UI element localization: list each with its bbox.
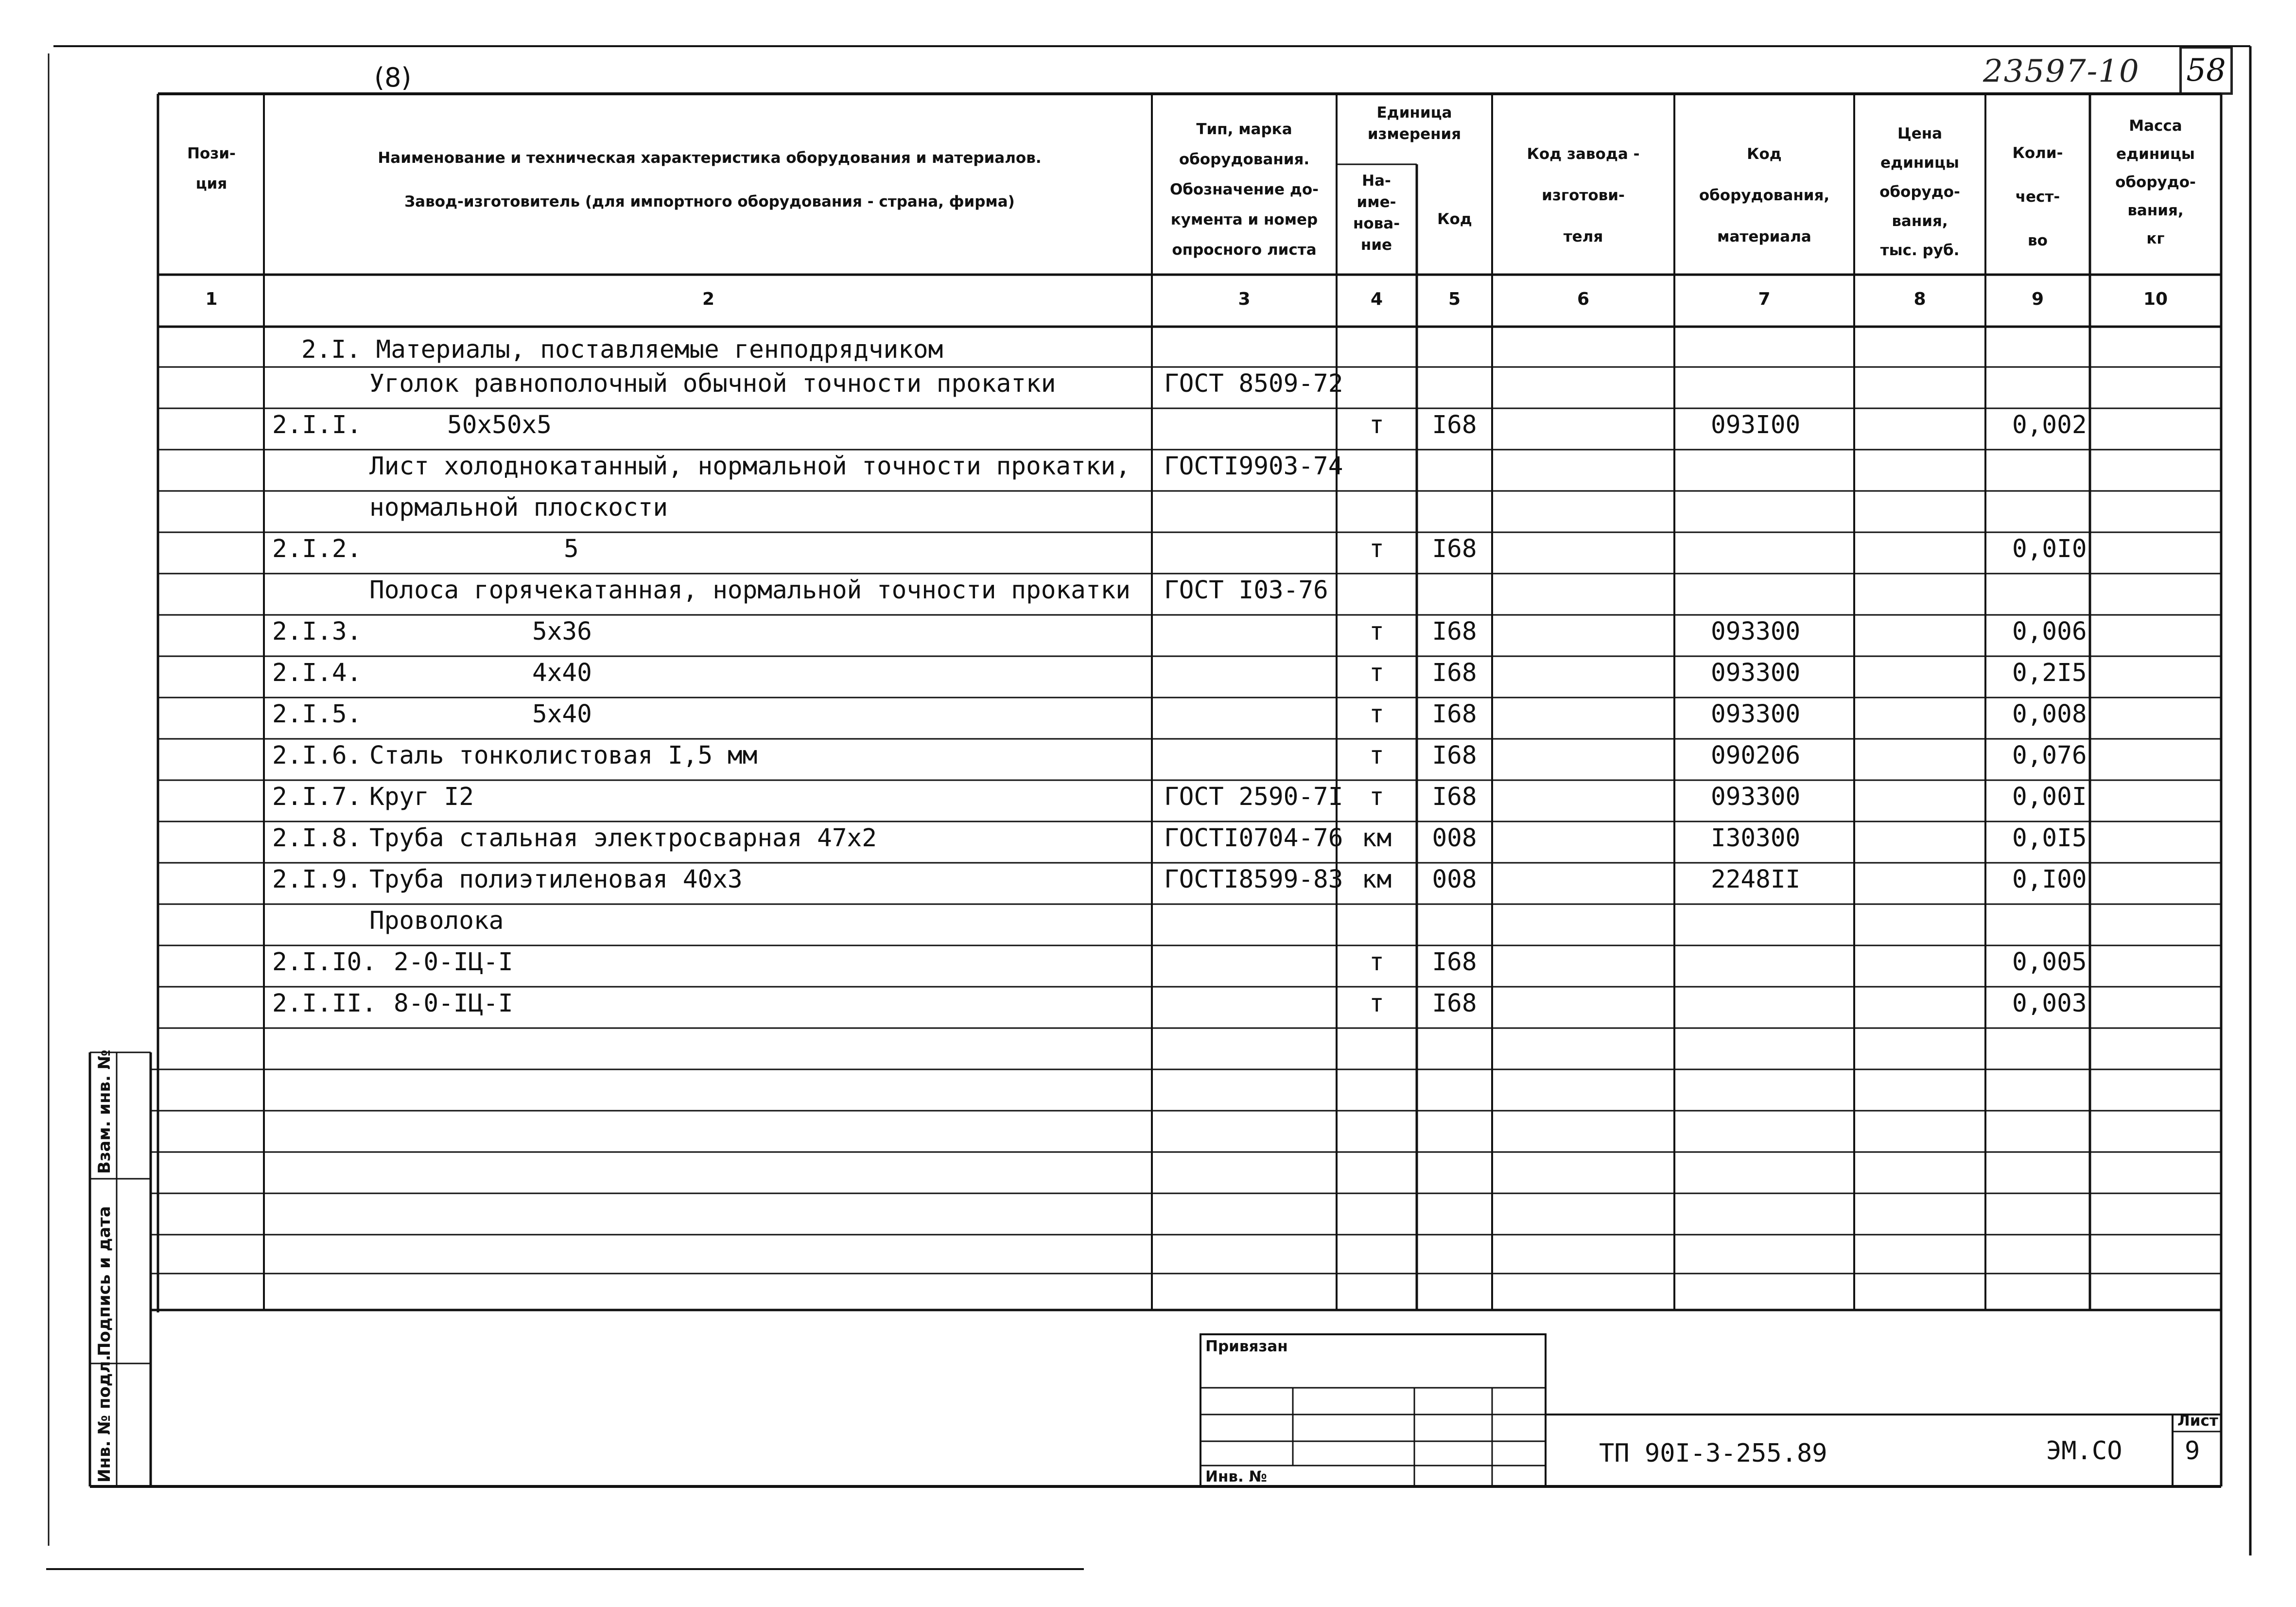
row-qty: 0,008 — [2012, 700, 2087, 729]
row-pos: 2.I.II. — [272, 989, 377, 1018]
side-label-sign-date: Подпись и дата — [95, 1206, 114, 1356]
col-num-8: 8 — [1913, 289, 1926, 309]
row-qty: 0,005 — [2012, 948, 2087, 977]
col-num-10: 10 — [2143, 289, 2168, 309]
row-mat: 093I00 — [1711, 411, 1801, 439]
row-code: I68 — [1432, 948, 1477, 977]
row-code: I68 — [1432, 741, 1477, 770]
document-mark: ЭМ.СО — [2046, 1436, 2122, 1466]
row-name: Сталь тонколистовая I,5 мм — [369, 741, 758, 770]
col-num-7: 7 — [1758, 289, 1771, 309]
col-num-3: 3 — [1238, 289, 1251, 309]
row-qty: 0,2I5 — [2012, 659, 2087, 687]
col-num-2: 2 — [702, 289, 715, 309]
row-qty: 0,0I0 — [2012, 535, 2087, 563]
row-doc: ГОСТ 2590-7I — [1164, 783, 1343, 811]
row-unit: км — [1361, 865, 1392, 894]
row-name: нормальной плоскости — [369, 493, 668, 522]
sheet-label: Лист — [2177, 1412, 2218, 1430]
row-unit: т — [1369, 411, 1384, 439]
row-code: I68 — [1432, 659, 1477, 687]
row-qty: 0,I00 — [2012, 865, 2087, 894]
row-mat: 2248II — [1711, 865, 1801, 894]
row-name: 4x40 — [532, 659, 592, 687]
row-qty: 0,003 — [2012, 989, 2087, 1018]
col4-header: На- име- нова- ние — [1353, 172, 1400, 254]
row-mat: 093300 — [1711, 783, 1801, 811]
row-qty: 0,0I5 — [2012, 824, 2087, 853]
row-name: Труба стальная электросварная 47x2 — [369, 824, 877, 853]
row-unit: т — [1369, 948, 1384, 977]
row-name: Уголок равнополочный обычной точности прокатки — [369, 369, 1056, 398]
row-unit: т — [1369, 535, 1384, 563]
col-num-6: 6 — [1577, 289, 1590, 309]
unit-group-header: Единица измерения — [1367, 104, 1461, 143]
col-num-1: 1 — [205, 289, 218, 309]
row-code: I68 — [1432, 617, 1477, 646]
row-unit: т — [1369, 617, 1384, 646]
row-pos: 2.I.4. — [272, 659, 362, 687]
row-name: 5 — [564, 535, 579, 563]
col5-header: Код — [1437, 210, 1472, 228]
row-pos: 2.I.8. — [272, 824, 362, 853]
col7-header: Код оборудования, материала — [1699, 145, 1830, 245]
row-name: 2.I. Материалы, поставляемые генподрядчиком — [301, 335, 943, 364]
row-mat: 093300 — [1711, 617, 1801, 646]
row-name: Труба полиэтиленовая 40x3 — [369, 865, 743, 894]
row-unit: т — [1369, 659, 1384, 687]
row-doc: ГОСТ I03-76 — [1164, 576, 1328, 605]
col-num-9: 9 — [2031, 289, 2044, 309]
sheet-code: 23597-10 — [1983, 53, 2140, 89]
col8-header: Цена единицы оборудо- вания, тыс. руб. — [1879, 125, 1960, 259]
sheet-number-text: 58 — [2186, 52, 2226, 88]
row-mat: I30300 — [1711, 824, 1801, 853]
row-name: Круг I2 — [369, 783, 474, 811]
row-pos: 2.I.6. — [272, 741, 362, 770]
side-label-inv-orig: Инв. № подл. — [95, 1354, 114, 1483]
row-pos: 2.I.7. — [272, 783, 362, 811]
row-mat: 093300 — [1711, 700, 1801, 729]
row-qty: 0,002 — [2012, 411, 2087, 439]
sheet-value: 9 — [2185, 1436, 2200, 1466]
col2-header: Наименование и техническая характеристика оборудования и материалов. Завод-изготовитель (для импортного оборудования - страна, фирма) — [378, 149, 1042, 210]
col9-header: Коли- чест- во — [2012, 144, 2063, 249]
row-code: I68 — [1432, 535, 1477, 563]
col1-header: Пози- ция — [187, 145, 236, 192]
row-name: 50x50x5 — [447, 411, 552, 439]
row-unit: т — [1369, 700, 1384, 729]
inv-label: Инв. № — [1205, 1468, 1267, 1485]
row-doc: ГОСТI0704-76 — [1164, 824, 1343, 853]
col-num-4: 4 — [1370, 289, 1383, 309]
row-pos: 2.I.I. — [272, 411, 362, 439]
row-pos: 2.I.5. — [272, 700, 362, 729]
row-doc: ГОСТ 8509-72 — [1164, 369, 1343, 398]
row-name: 2-0-IЦ-I — [394, 948, 513, 977]
row-doc: ГОСТI9903-74 — [1164, 452, 1343, 481]
row-qty: 0,00I — [2012, 783, 2087, 811]
row-pos: 2.I.9. — [272, 865, 362, 894]
col-num-5: 5 — [1448, 289, 1461, 309]
row-name: 8-0-IЦ-I — [394, 989, 513, 1018]
document-code: ТП 90I-3-255.89 — [1599, 1439, 1827, 1468]
row-mat: 090206 — [1711, 741, 1801, 770]
row-name: Проволока — [369, 907, 504, 935]
row-code: I68 — [1432, 700, 1477, 729]
row-name: 5x36 — [532, 617, 592, 646]
row-unit: т — [1369, 989, 1384, 1018]
row-pos: 2.I.2. — [272, 535, 362, 563]
linked-label: Привязан — [1205, 1338, 1288, 1355]
row-code: I68 — [1432, 411, 1477, 439]
row-name: 5x40 — [532, 700, 592, 729]
col6-header: Код завода - изготови- теля — [1527, 145, 1640, 245]
row-unit: т — [1369, 741, 1384, 770]
col10-header: Масса единицы оборудо- вания, кг — [2115, 117, 2196, 247]
row-name: Полоса горячекатанная, нормальной точности прокатки — [369, 576, 1131, 605]
row-pos: 2.I.I0. — [272, 948, 377, 977]
row-qty: 0,006 — [2012, 617, 2087, 646]
row-code: I68 — [1432, 989, 1477, 1018]
row-code: I68 — [1432, 783, 1477, 811]
row-pos: 2.I.3. — [272, 617, 362, 646]
section-mark: (8) — [374, 62, 412, 93]
row-code: 008 — [1432, 824, 1477, 853]
row-unit: км — [1361, 824, 1392, 853]
col3-header: Тип, марка оборудования. Обозначение до- кумента и номер опросного листа — [1169, 121, 1319, 259]
row-code: 008 — [1432, 865, 1477, 894]
row-qty: 0,076 — [2012, 741, 2087, 770]
row-doc: ГОСТI8599-83 — [1164, 865, 1343, 894]
side-label-replace-inv: Взам. инв. № — [95, 1049, 114, 1174]
row-unit: т — [1369, 783, 1384, 811]
row-mat: 093300 — [1711, 659, 1801, 687]
row-name: Лист холоднокатанный, нормальной точности прокатки, — [369, 452, 1131, 481]
